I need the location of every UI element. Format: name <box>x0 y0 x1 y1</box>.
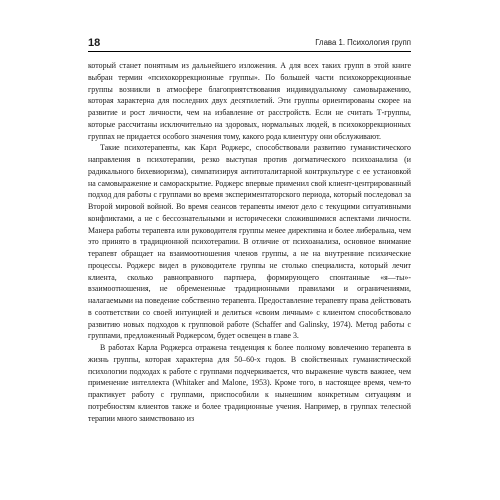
running-header <box>88 36 411 52</box>
chapter-title: Глава 1. Психология групп <box>315 38 411 47</box>
page-number: 18 <box>88 37 101 49</box>
paragraph: Такие психотерапевты, как Карл Роджерс, способствовали развитию гуманистического направления в психотерапии, резко выступая против догматического психоанализа (и радикального бихевиоризма), симпатизируя антитоталитарной контркультуре с ее установкой на самовыражение и самораскрытие. Роджерс впервые применил свой клиент-центрированный подход для работы с группами во время экспериментаторского периода, который последовал за Второй мировой войной. Во время сеансов терапевты имеют дело с текущими ситуативными конфликтами, а не с бессознательными и историчесеки сложившимися аспектами личности. Манера работы терапевта или руководителя группы менее директивна и более либеральна, чем это принято в традиционной психотерапии. В отличие от психоанализа, основное внимание терапевт обращает на взаимоотношения членов группы, а не на внутренние психические процессы. Роджерс видел в руководителе группы не столько специалиста, который лечит клиента, сколько равноправного партнера, формирующего спонтанные «я—ты»-взаимоотношения, не обремененные традиционными правилами и ограничениями, налагаемыми на поведение собственно терапевта. Предоставление терапевту права действовать в соответствии со своей интуицией и делиться «своим личным» с клиентом способствовало развитию новых подходов к групповой работе (Schaffer and Galinsky, 1974). Метод работы с группами, предложенный Роджерсом, будет освещен в главе 3. <box>88 143 411 341</box>
body-text <box>88 60 411 424</box>
paragraph: который станет понятным из дальнейшего изложения. А для всех таких групп в этой книге выбран термин «психокоррекционные группы». По большей части психокоррекционные группы возникли в атмосфере благоприятствования индивидуальному самовыражению, которая характерна для последних двух десятилетий. Эти группы ориентированы скорее на развитие и рост личности, чем на избавление от расстройств. Если не считать Т-группы, которые рассчитаны исключительно на здоровых, нормальных людей, в психокоррекционных группах не придается особого значения тому, какого рода клиентуру они обслуживают. <box>88 61 411 141</box>
paragraph: В работах Карла Роджерса отражена тенденция к более полному вовлечению терапевта в жизнь группы, которая характерна для 50–60-х годов. В свойственных гуманистической психологии подходах к работе с группами подчеркивается, что выражение чувств важнее, чем применение интеллекта (Whitaker and Malone, 1953). Кроме того, в настоящее время, чем-то практикует работу с группами, приспособили к нынешним конкретным ситуациям и потребностям клиентов также и более традиционные учения. Например, в группах телесной терапии много заимствовано из <box>88 343 411 423</box>
header-rule <box>88 51 411 52</box>
